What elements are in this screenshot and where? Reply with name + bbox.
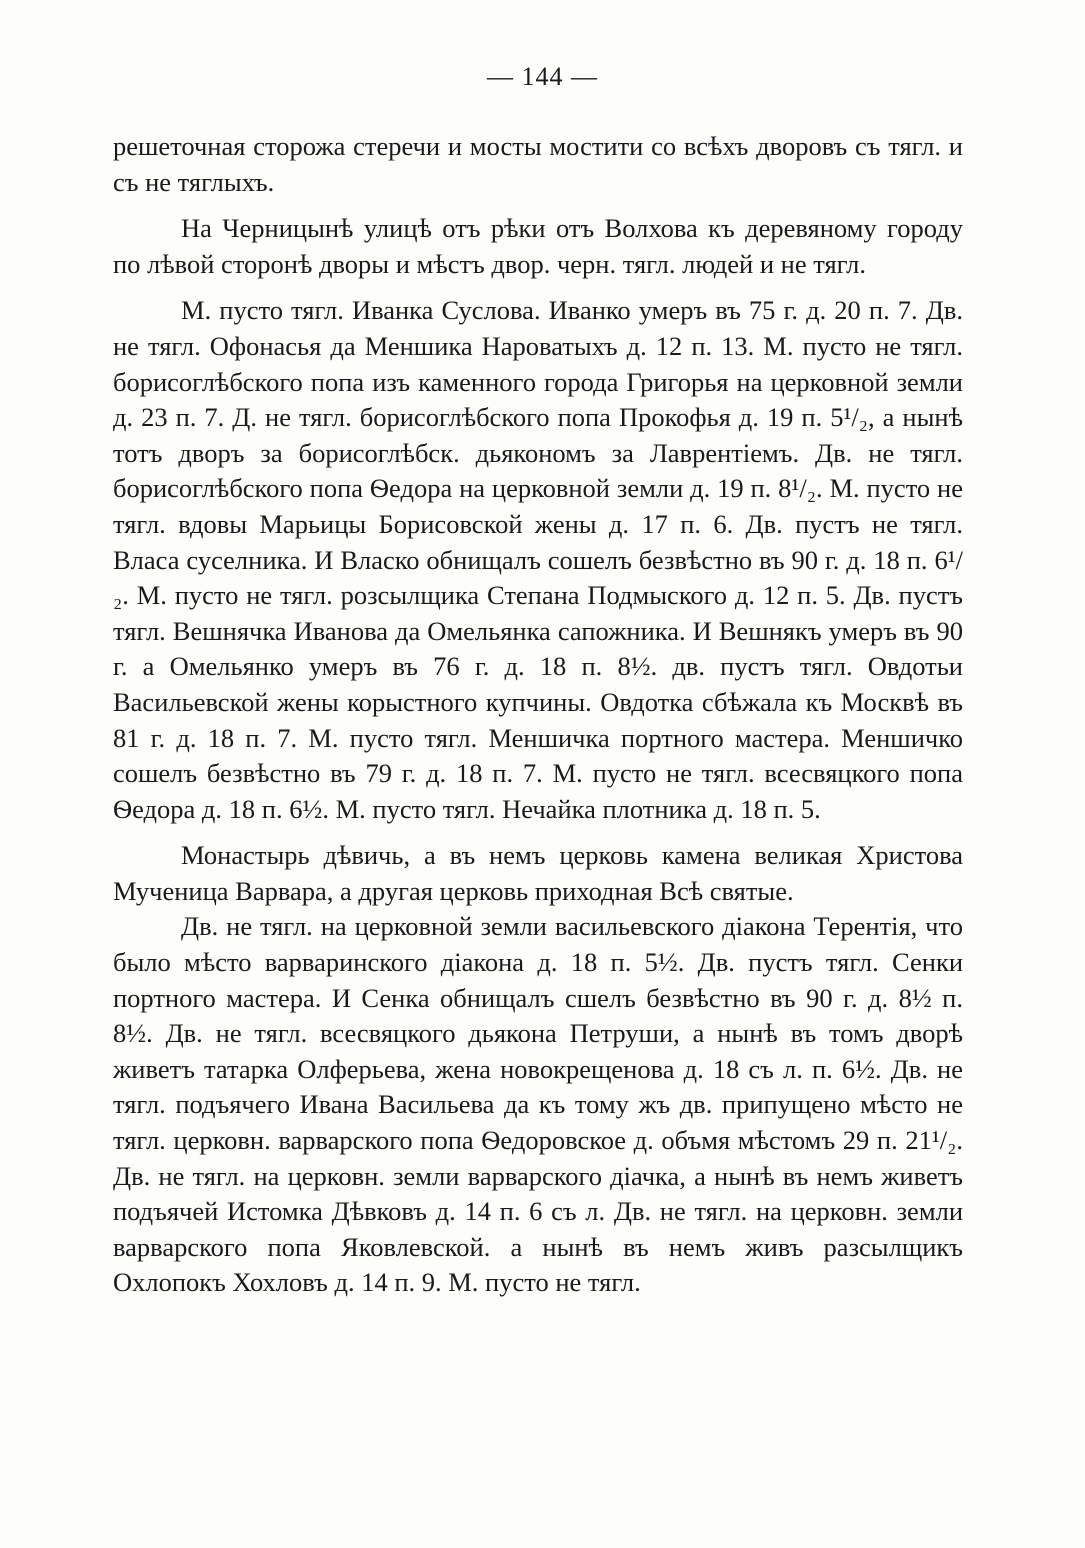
paragraph-continued: решеточная сторожа стеречи и мосты мостити со всѣхъ дворовъ съ тягл. и съ не тяглыхъ. (113, 131, 963, 197)
paragraph-monastery: Монастырь дѣвичь, а въ немъ церковь камена великая Христова Мученица Варвара, а другая церковь приходная Всѣ святые. (113, 840, 963, 906)
paragraph-church-lands: Дв. не тягл. на церковной земли васильевского діакона Терентія, что было мѣсто варваринского діакона д. 18 п. 5½. Дв. пустъ тягл. Сенки портного мастера. И Сенка обнищалъ сшелъ безвѣстно въ 90 г. д. 8½ п. 8½. Дв. не тягл. всесвяцкого дьякона Петруши, а нынѣ въ томъ дворѣ живетъ татарка Олферьева, жена новокрещенова д. 18 съ л. п. 6½. Дв. не тягл. подъячего Ивана Васильева да къ тому жъ дв. припущено мѣсто не тягл. церковн. варварского попа Ѳедоровское д. объмя мѣстомъ 29 п. 21¹/₂. Дв. не тягл. на церковн. земли варварского діачка, а нынѣ въ немъ живетъ подъячей Истомка Дѣвковъ д. 14 п. 6 съ л. Дв. не тягл. на церковн. земли варварского попа Яковлевской. а нынѣ въ немъ живъ разсылщикъ Охлопокъ Хохловъ д. 14 п. 9. М. пусто не тягл. (113, 911, 963, 1298)
text-body (113, 129, 963, 1301)
page-number: — 144 — (487, 62, 598, 91)
paragraph-households: М. пусто тягл. Иванка Суслова. Иванко умеръ въ 75 г. д. 20 п. 7. Дв. не тягл. Офонасья да Меншика Нароватыхъ д. 12 п. 13. М. пусто не тягл. борисоглѣбского попа изъ каменного города Григорья на церковной земли д. 23 п. 7. Д. не тягл. борисоглѣбского попа Прокофья д. 19 п. 5¹/₂, а нынѣ тотъ дворъ за борисоглѣбск. дьякономъ за Лаврентіемъ. Дв. не тягл. борисоглѣбского попа Ѳедора на церковной земли д. 19 п. 8¹/₂. М. пусто не тягл. вдовы Марьицы Борисовской жены д. 17 п. 6. Дв. пустъ не тягл. Власа суселника. И Власко обнищалъ сошелъ безвѣстно въ 90 г. д. 18 п. 6¹/₂. М. пусто не тягл. розсылщика Степана Подмыского д. 12 п. 5. Дв. пустъ тягл. Вешнячка Иванова да Омельянка сапожника. И Вешнякъ умеръ въ 90 г. а Омельянко умеръ въ 76 г. д. 18 п. 8½. дв. пустъ тягл. Овдотьи Васильевской жены корыстного купчины. Овдотка сбѣжала къ Москвѣ въ 81 г. д. 18 п. 7. М. пусто тягл. Меншичка портного мастера. Меншичко сошелъ безвѣстно въ 79 г. д. 18 п. 7. М. пусто не тягл. всесвяцкого попа Ѳедора д. 18 п. 6½. М. пусто тягл. Нечайка плотника д. 18 п. 5. (113, 295, 963, 824)
paragraph-street-heading: На Черницынѣ улицѣ отъ рѣки отъ Волхова къ деревяному городу по лѣвой сторонѣ дворы и мѣстъ двор. черн. тягл. людей и не тягл. (113, 213, 963, 279)
